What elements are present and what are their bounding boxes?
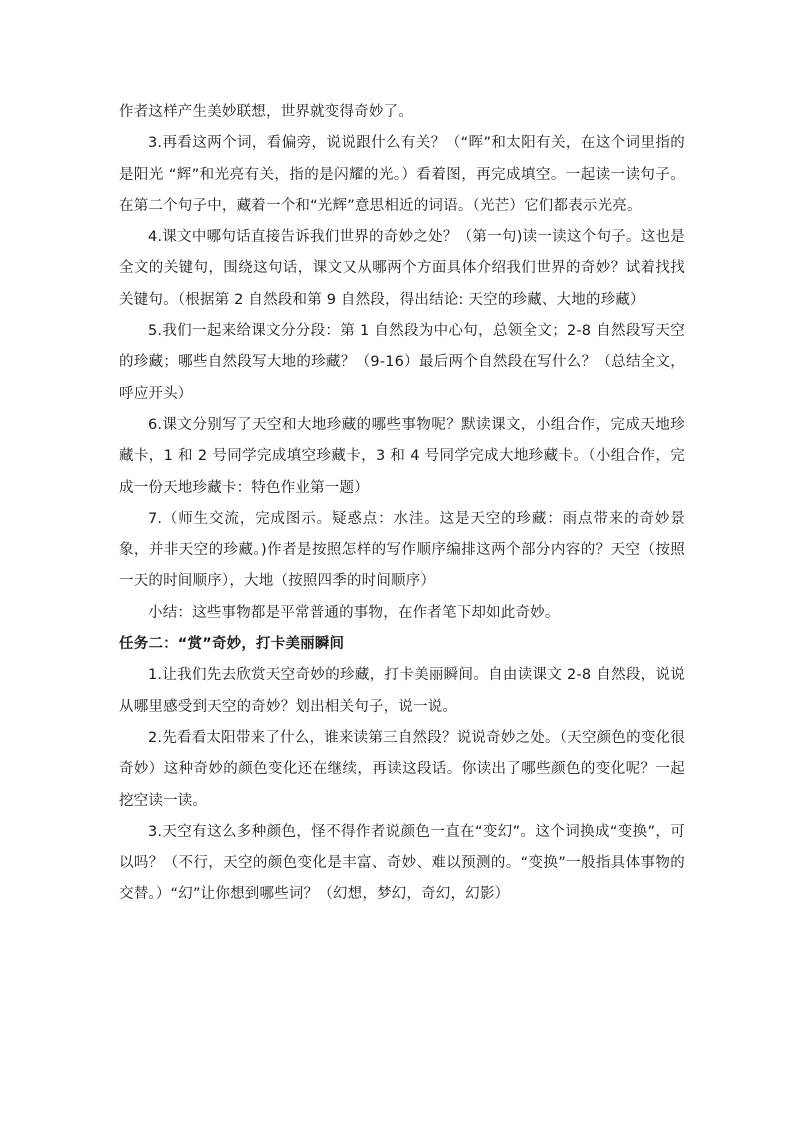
paragraph-item-7: 7.（师生交流，完成图示。疑惑点：水洼。这是天空的珍藏：雨点带来的奇妙景象，并非天空的珍藏。)作者是按照怎样的写作顺序编排这两个部分内容的？天空（按照一天的时间顺序），大地（按照四季的时间顺序） bbox=[119, 510, 685, 590]
paragraph-continuation: 作者这样产生美妙联想，世界就变得奇妙了。 bbox=[119, 104, 413, 120]
paragraph-item-3: 3.再看这两个词，看偏旁，说说跟什么有关？（“晖”和太阳有关，在这个词里指的是阳光 “辉”和光亮有关，指的是闪耀的光。）看着图，再完成填空。一起读一读句子。在第二个句子中，藏着一个和“光辉”意思相近的词语。（光芒）它们都表示光亮。 bbox=[119, 135, 685, 214]
paragraph-item-6: 6.课文分别写了天空和大地珍藏的哪些事物呢？默读课文，小组合作，完成天地珍藏卡，1 和 2 号同学完成填空珍藏卡，3 和 4 号同学完成大地珍藏卡。（小组合作，完成一份天地珍藏卡：特色作业第一题） bbox=[119, 416, 685, 496]
section-heading-task-2: 任务二：“赏”奇妙，打卡美丽瞬间 bbox=[119, 636, 345, 653]
document-body bbox=[119, 97, 685, 911]
paragraph-item-5: 5.我们一起来给课文分分段：第 1 自然段为中心句，总领全文；2-8 自然段写天空的珍藏；哪些自然段写大地的珍藏？（9-16）最后两个自然段在写什么？（总结全文，呼应开头） bbox=[119, 323, 685, 402]
paragraph-task2-item-1: 1.让我们先去欣赏天空奇妙的珍藏，打卡美丽瞬间。自由读课文 2-8 自然段，说说从哪里感受到天空的奇妙？划出相关句子，说一说。 bbox=[119, 667, 685, 715]
paragraph-summary: 小结：这些事物都是平常普通的事物，在作者笔下却如此奇妙。 bbox=[148, 604, 560, 621]
paragraph-item-4: 4.课文中哪句话直接告诉我们世界的奇妙之处？（第一句)读一读这个句子。这也是全文的关键句，围绕这句话，课文又从哪两个方面具体介绍我们世界的奇妙？试着找找关键句。（根据第 2 自然段和第 9 自然段，得出结论: 天空的珍藏、大地的珍藏） bbox=[119, 229, 685, 308]
paragraph-task2-item-2: 2.先看看太阳带来了什么，谁来读第三自然段？说说奇妙之处。（天空颜色的变化很奇妙）这种奇妙的颜色变化还在继续，再读这段话。你读出了哪些颜色的变化呢？一起挖空读一读。 bbox=[119, 729, 685, 809]
paragraph-task2-item-3: 3.天空有这么多种颜色，怪不得作者说颜色一直在“变幻”。这个词换成“变换”，可以吗？（不行，天空的颜色变化是丰富、奇妙、难以预测的。“变换”一般指具体事物的交替。）“幻”让你想到哪些词？（幻想，梦幻，奇幻，幻影） bbox=[119, 823, 685, 903]
